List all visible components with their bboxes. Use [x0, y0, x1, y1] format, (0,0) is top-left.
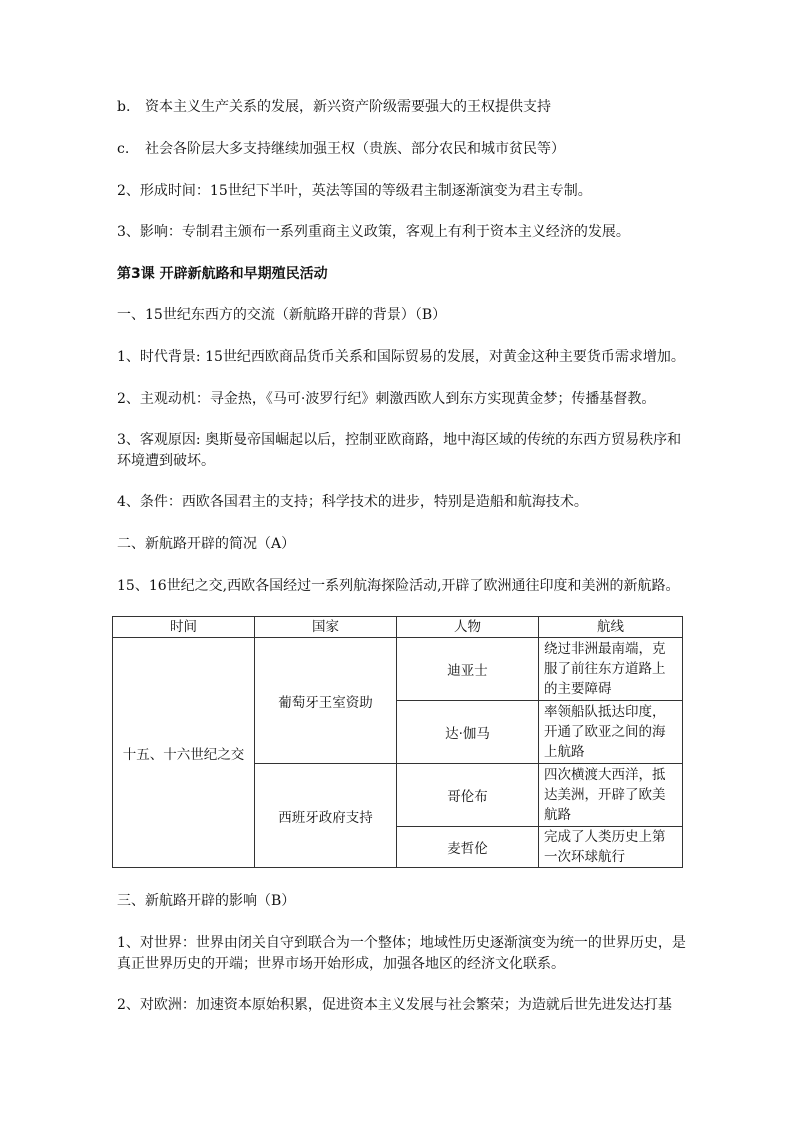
- section-heading-3: 三、新航路开辟的影响（B）: [117, 893, 296, 909]
- paragraph-form-time: 2、形成时间：15世纪下半叶，英法等国的等级君主制逐渐演变为君主专制。: [117, 183, 592, 199]
- table-header-route: 航线: [539, 617, 683, 638]
- table-cell-country: 葡萄牙王室资助: [255, 638, 397, 764]
- table-header-time: 时间: [113, 617, 255, 638]
- list-item-b: [117, 97, 687, 118]
- table-cell-person: 迪亚士: [397, 638, 539, 701]
- table-header-row: [113, 617, 683, 638]
- section-heading-2: 二、新航路开辟的简况（A）: [117, 536, 296, 552]
- paragraph-background: 1、时代背景: 15世纪西欧商品货币关系和国际贸易的发展，对黄金这种主要货币需求增加。: [117, 349, 685, 365]
- paragraph-europe-impact: 2、对欧洲：加速资本原始积累，促进资本主义发展与社会繁荣；为造就后世先进发达打基: [117, 997, 672, 1013]
- table-cell-route: 率领船队抵达印度，开通了欧亚之间的海上航路: [539, 701, 683, 764]
- list-marker: c.: [117, 141, 130, 157]
- list-item-c: [117, 139, 687, 160]
- table-cell-person: 麦哲伦: [397, 827, 539, 868]
- paragraph-objective-cause: 3、客观原因: 奥斯曼帝国崛起以后，控制亚欧商路，地中海区域的传统的东西方贸易秩序和环境遭到破坏。: [117, 432, 682, 469]
- voyages-table: [112, 616, 683, 868]
- table-header-country: 国家: [255, 617, 397, 638]
- table-cell-time: 十五、十六世纪之交: [113, 638, 255, 868]
- table-cell-country: 西班牙政府支持: [255, 764, 397, 868]
- table-cell-route: 绕过非洲最南端，克服了前往东方道路上的主要障碍: [539, 638, 683, 701]
- paragraph-motive: 2、主观动机：寻金热，《马可·波罗行纪》刺激西欧人到东方实现黄金梦；传播基督教。: [117, 391, 656, 407]
- paragraph-conditions: 4、条件：西欧各国君主的支持；科学技术的进步，特别是造船和航海技术。: [117, 494, 588, 510]
- lesson-title: 第3课 开辟新航路和早期殖民活动: [117, 266, 328, 282]
- section-heading-1: 一、15世纪东西方的交流（新航路开辟的背景）（B）: [117, 307, 447, 323]
- table-header-person: 人物: [397, 617, 539, 638]
- table-row: [113, 638, 683, 701]
- paragraph-routes-intro: 15、16世纪之交,西欧各国经过一系列航海探险活动,开辟了欧洲通往印度和美洲的新航路。: [117, 578, 680, 594]
- paragraph-impact: 3、影响：专制君主颁布一系列重商主义政策，客观上有利于资本主义经济的发展。: [117, 224, 630, 240]
- table-cell-person: 哥伦布: [397, 764, 539, 827]
- list-item-text: 社会各阶层大多支持继续加强王权（贵族、部分农民和城市贫民等）: [145, 141, 565, 157]
- table-cell-person: 达·伽马: [397, 701, 539, 764]
- list-marker: b.: [117, 99, 131, 115]
- table-cell-route: 完成了人类历史上第一次环球航行: [539, 827, 683, 868]
- paragraph-world-impact: 1、对世界：世界由闭关自守到联合为一个整体；地域性历史逐渐演变为统一的世界历史，是真正世界历史的开端；世界市场开始形成，加强各地区的经济文化联系。: [117, 935, 686, 972]
- table-cell-route: 四次横渡大西洋，抵达美洲，开辟了欧美航路: [539, 764, 683, 827]
- list-item-text: 资本主义生产关系的发展，新兴资产阶级需要强大的王权提供支持: [145, 99, 551, 115]
